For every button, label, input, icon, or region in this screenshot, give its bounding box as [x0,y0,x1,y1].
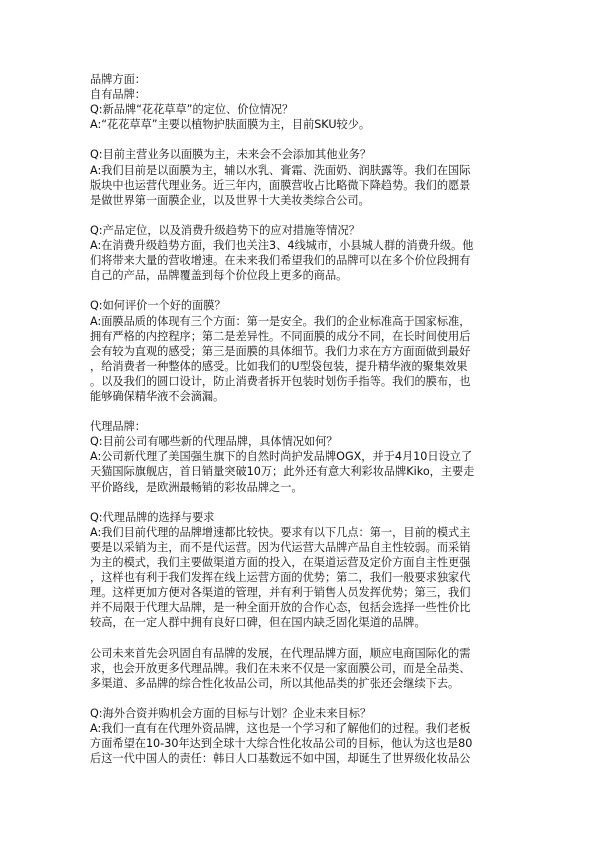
text-line: 代理品牌： [90,420,146,434]
paragraph-gap [90,283,508,298]
text-line: 求，也会开放更多代理品牌。我们在未来不仅是一家面膜公司，而是全品类、 [90,661,471,675]
text-line: 们将带来大量的营收增速。在未来我们希望我们的品牌可以在多个价位段拥有 [90,254,471,268]
text-block [90,223,508,283]
text-line: 会有较为直观的感受；第三是面膜的具体细节。我们力求在方方面面做到最好 [90,344,471,358]
text-line: 理。这样更加方便对各渠道的管理，并有利于销售人员发挥优势；第三，我们 [90,586,471,600]
text-line: 是做世界第一面膜企业，以及世界十大美妆类综合公司。 [90,193,370,207]
text-line: Q:产品定位，以及消费升级趋势下的应对措施等情况？ [90,223,360,237]
document-page [90,72,508,766]
text-line: ，给消费者一种整体的感受。比如我们的U型袋包装，提升精华液的聚集效果 [90,359,468,373]
text-line: 后这一代中国人的责任：韩日人口基数远不如中国，却诞生了世界级化妆品公 [90,752,471,766]
paragraph-gap [90,132,508,147]
text-line: 公司未来首先会巩固自有品牌的发展，在代理品牌方面，顺应电商国际化的需 [90,646,471,660]
text-line: 品牌方面： [90,73,146,86]
text-line: 方面希望在10-30年达到全球十大综合性化妆品公司的目标，他认为这也是80 [90,737,473,751]
text-block [90,298,508,404]
text-block [90,510,508,631]
paragraph-gap [90,691,508,706]
paragraph-gap [90,404,508,419]
text-line: 并不局限于代理大品牌，是一种全面开放的合作心态，包括会选择一些性价比 [90,601,471,615]
text-block [90,72,508,132]
text-line: A:我们一直有在代理外资品牌，这也是一个学习和了解他们的过程。我们老板 [90,722,471,736]
text-line: Q:如何评价一个好的面膜？ [90,299,226,313]
text-line: 拥有严格的内控程序；第二是差异性。不同面膜的成分不同，在长时间使用后 [90,329,471,343]
paragraph-gap [90,630,508,645]
text-line: ，这样也有利于我们发挥在线上运营方面的优势；第二，我们一般要求独家代 [90,571,471,585]
text-line: 能够确保精华液不会滴漏。 [90,389,225,403]
paragraph-gap [90,495,508,510]
text-line: 平价路线，是欧洲最畅销的彩妆品牌之一。 [90,480,303,494]
text-line: A:我们目前代理的品牌增速都比较快。要求有以下几点：第一，目前的模式主 [90,525,471,539]
text-line: 版块中也运营代理业务。近三年内，面膜营收占比略微下降趋势。我们的愿景 [90,178,471,192]
text-line: A:我们目前是以面膜为主，辅以水乳、膏霜、洗面奶、润肤露等。我们在国际 [90,163,471,177]
text-line: 自己的产品，品牌覆盖到每个价位段上更多的商品。 [90,269,348,283]
text-line: Q:新品牌“花花草草”的定位、价位情况？ [90,103,294,117]
text-line: A:在消费升级趋势方面，我们也关注3、4线城市，小县城人群的消费升级。他 [90,239,474,253]
text-line: A:公司新代理了美国强生旗下的自然时尚护发品牌OGX，并于4月10日设立了 [90,450,473,464]
text-line: 较高，在一定人群中拥有良好口碑，但在国内缺乏固化渠道的品牌。 [90,616,426,630]
text-block [90,646,508,691]
text-block [90,419,508,494]
text-line: 自有品牌： [90,88,146,102]
text-line: 为主的模式，我们主要做渠道方面的投入，在渠道运营及定价方面自主性更强 [90,556,471,569]
text-line: Q:代理品牌的选择与要求 [90,510,215,524]
text-block [90,706,508,766]
text-line: A:“花花草草”主要以植物护肤面膜为主，目前SKU较少。 [90,118,371,132]
text-line: 多渠道、多品牌的综合性化妆品公司，所以其他品类的扩张还会继续下去。 [90,676,460,690]
text-line: 。以及我们的圆口设计，防止消费者拆开包装时划伤手指等。我们的膜布，也 [90,374,471,388]
text-line: A:面膜品质的体现有三个方面：第一是安全。我们的企业标准高于国家标准， [90,314,471,328]
text-line: 要是以采销为主，而不是代运营。因为代运营大品牌产品自主性较弱。而采销 [90,540,471,554]
text-line: Q:目前主营业务以面膜为主，未来会不会添加其他业务？ [90,148,372,162]
text-line: 天猫国际旗舰店，首日销量突破10万；此外还有意大利彩妆品牌Kiko，主要走 [90,465,475,479]
text-line: Q:目前公司有哪些新的代理品牌，具体情况如何？ [90,435,338,449]
text-block [90,147,508,207]
paragraph-gap [90,208,508,223]
text-line: Q:海外合资并购机会方面的目标与计划？企业未来目标？ [90,706,372,720]
